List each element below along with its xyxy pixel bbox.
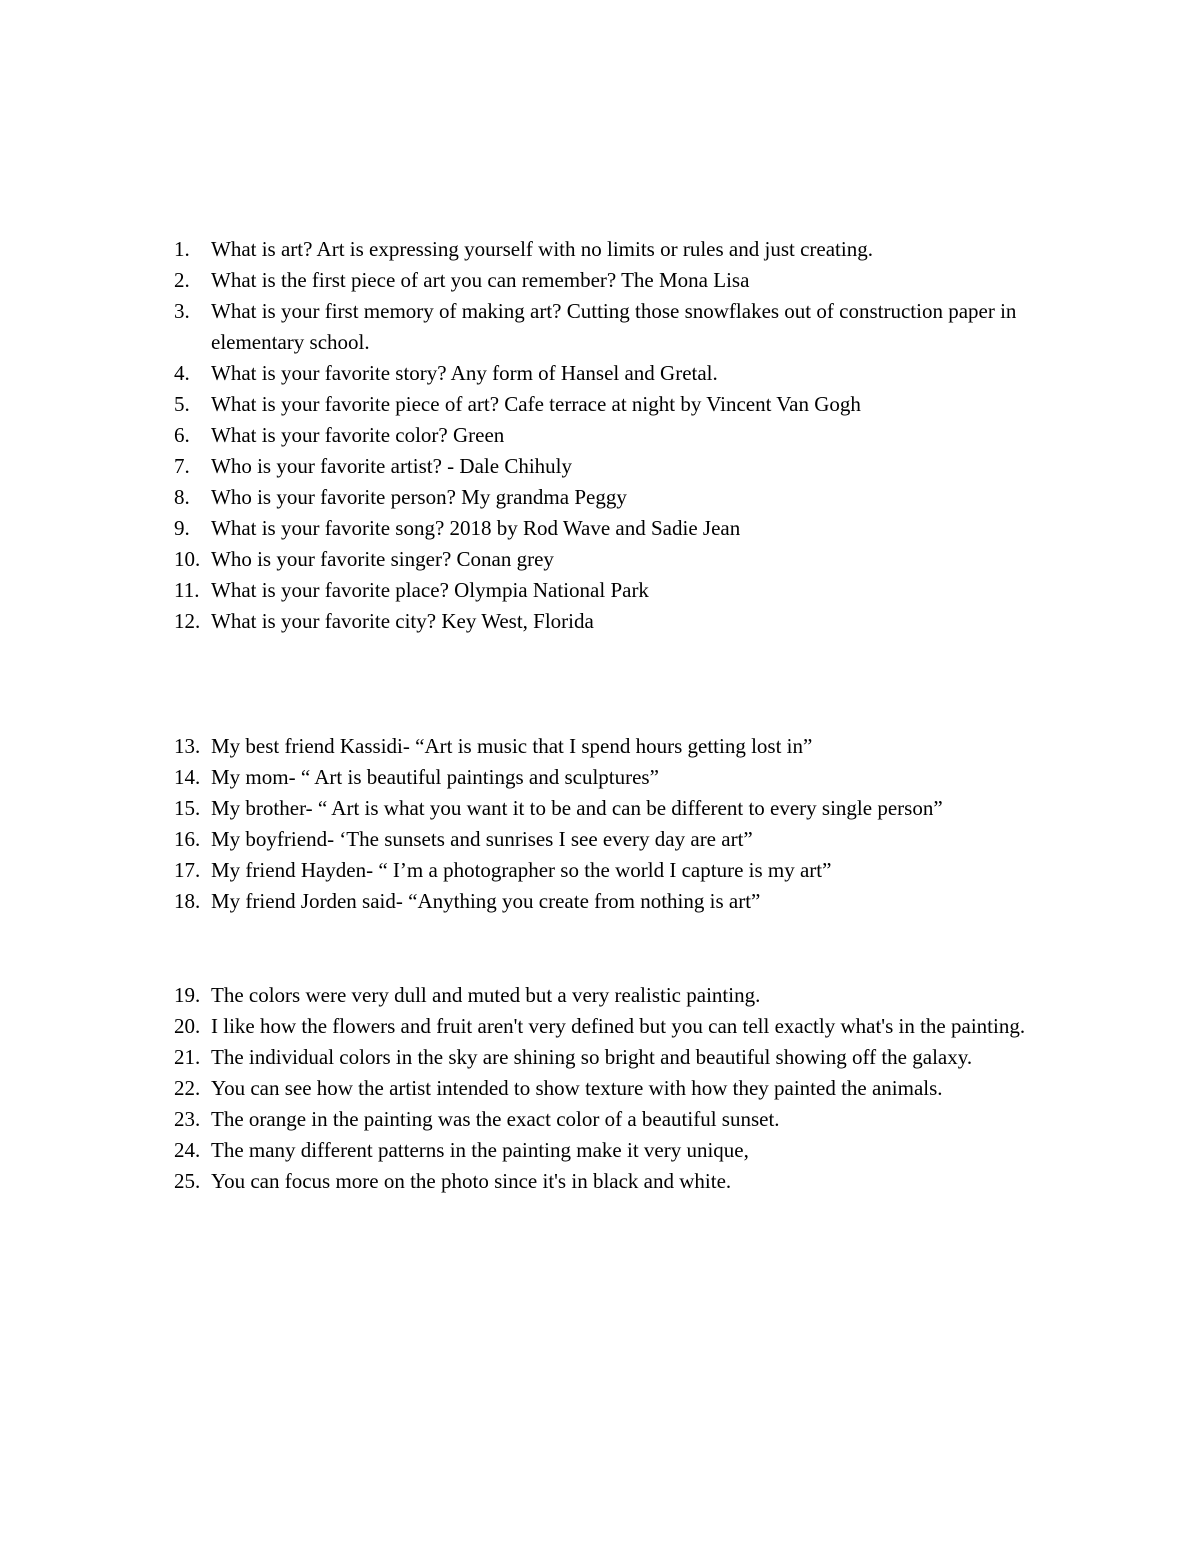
list-item bbox=[174, 886, 1054, 917]
list-item bbox=[174, 451, 1054, 482]
item-number: 19. bbox=[174, 983, 201, 1007]
questions-list bbox=[174, 234, 1054, 637]
item-text: What is your favorite color? Green bbox=[211, 423, 505, 447]
item-text: What is your favorite place? Olympia National Park bbox=[211, 578, 649, 602]
list-item bbox=[174, 793, 1054, 824]
item-number: 13. bbox=[174, 734, 201, 758]
item-number: 23. bbox=[174, 1107, 201, 1131]
quotes-list bbox=[174, 731, 1054, 917]
list-item bbox=[174, 1011, 1054, 1042]
item-text: The many different patterns in the painting make it very unique, bbox=[211, 1138, 749, 1162]
item-number: 11. bbox=[174, 578, 200, 602]
item-number: 20. bbox=[174, 1014, 201, 1038]
list-item bbox=[174, 389, 1054, 420]
item-number: 8. bbox=[174, 485, 190, 509]
item-number: 22. bbox=[174, 1076, 201, 1100]
item-text: You can see how the artist intended to show texture with how they painted the animals. bbox=[211, 1076, 943, 1100]
item-number: 25. bbox=[174, 1169, 201, 1193]
item-text: What is your favorite piece of art? Cafe terrace at night by Vincent Van Gogh bbox=[211, 392, 861, 416]
item-text: My boyfriend- ‘The sunsets and sunrises I see every day are art” bbox=[211, 827, 753, 851]
item-text: What is your first memory of making art? Cutting those snowflakes out of construction paper in elementary school. bbox=[211, 299, 1017, 354]
item-number: 16. bbox=[174, 827, 201, 851]
list-item bbox=[174, 606, 1054, 637]
item-text: What is your favorite city? Key West, Florida bbox=[211, 609, 594, 633]
item-number: 4. bbox=[174, 361, 190, 385]
item-text: My best friend Kassidi- “Art is music that I spend hours getting lost in” bbox=[211, 734, 813, 758]
list-item bbox=[174, 980, 1054, 1011]
list-item bbox=[174, 1166, 1054, 1197]
item-number: 5. bbox=[174, 392, 190, 416]
item-number: 14. bbox=[174, 765, 201, 789]
list-item bbox=[174, 513, 1054, 544]
list-item bbox=[174, 296, 1054, 358]
list-item bbox=[174, 855, 1054, 886]
item-number: 6. bbox=[174, 423, 190, 447]
item-text: The colors were very dull and muted but a very realistic painting. bbox=[211, 983, 761, 1007]
list-item bbox=[174, 544, 1054, 575]
item-text: What is art? Art is expressing yourself with no limits or rules and just creating. bbox=[211, 237, 873, 261]
item-text: The individual colors in the sky are shining so bright and beautiful showing off the galaxy. bbox=[211, 1045, 973, 1069]
item-number: 2. bbox=[174, 268, 190, 292]
list-item bbox=[174, 1073, 1054, 1104]
item-number: 15. bbox=[174, 796, 201, 820]
list-item bbox=[174, 358, 1054, 389]
list-item bbox=[174, 1104, 1054, 1135]
item-number: 21. bbox=[174, 1045, 201, 1069]
item-number: 3. bbox=[174, 299, 190, 323]
item-text: I like how the flowers and fruit aren't very defined but you can tell exactly what's in the painting. bbox=[211, 1014, 1026, 1038]
item-number: 9. bbox=[174, 516, 190, 540]
item-text: What is your favorite song? 2018 by Rod Wave and Sadie Jean bbox=[211, 516, 741, 540]
item-text: The orange in the painting was the exact color of a beautiful sunset. bbox=[211, 1107, 780, 1131]
list-item bbox=[174, 1135, 1054, 1166]
list-item bbox=[174, 234, 1054, 265]
observations-list bbox=[174, 980, 1054, 1197]
item-text: Who is your favorite singer? Conan grey bbox=[211, 547, 554, 571]
item-text: Who is your favorite artist? - Dale Chihuly bbox=[211, 454, 572, 478]
item-text: You can focus more on the photo since it's in black and white. bbox=[211, 1169, 732, 1193]
item-text: Who is your favorite person? My grandma Peggy bbox=[211, 485, 627, 509]
item-text: What is the first piece of art you can remember? The Mona Lisa bbox=[211, 268, 750, 292]
list-item bbox=[174, 824, 1054, 855]
item-text: My brother- “ Art is what you want it to be and can be different to every single person” bbox=[211, 796, 943, 820]
item-number: 17. bbox=[174, 858, 201, 882]
item-number: 24. bbox=[174, 1138, 201, 1162]
item-text: My mom- “ Art is beautiful paintings and sculptures” bbox=[211, 765, 659, 789]
item-text: My friend Jorden said- “Anything you create from nothing is art” bbox=[211, 889, 761, 913]
list-item bbox=[174, 1042, 1054, 1073]
list-item bbox=[174, 420, 1054, 451]
item-text: My friend Hayden- “ I’m a photographer so the world I capture is my art” bbox=[211, 858, 832, 882]
list-item bbox=[174, 265, 1054, 296]
list-item bbox=[174, 731, 1054, 762]
item-number: 10. bbox=[174, 547, 201, 571]
item-number: 1. bbox=[174, 237, 190, 261]
list-item bbox=[174, 762, 1054, 793]
list-item bbox=[174, 575, 1054, 606]
item-text: What is your favorite story? Any form of Hansel and Gretal. bbox=[211, 361, 718, 385]
item-number: 12. bbox=[174, 609, 201, 633]
item-number: 7. bbox=[174, 454, 190, 478]
list-item bbox=[174, 482, 1054, 513]
item-number: 18. bbox=[174, 889, 201, 913]
